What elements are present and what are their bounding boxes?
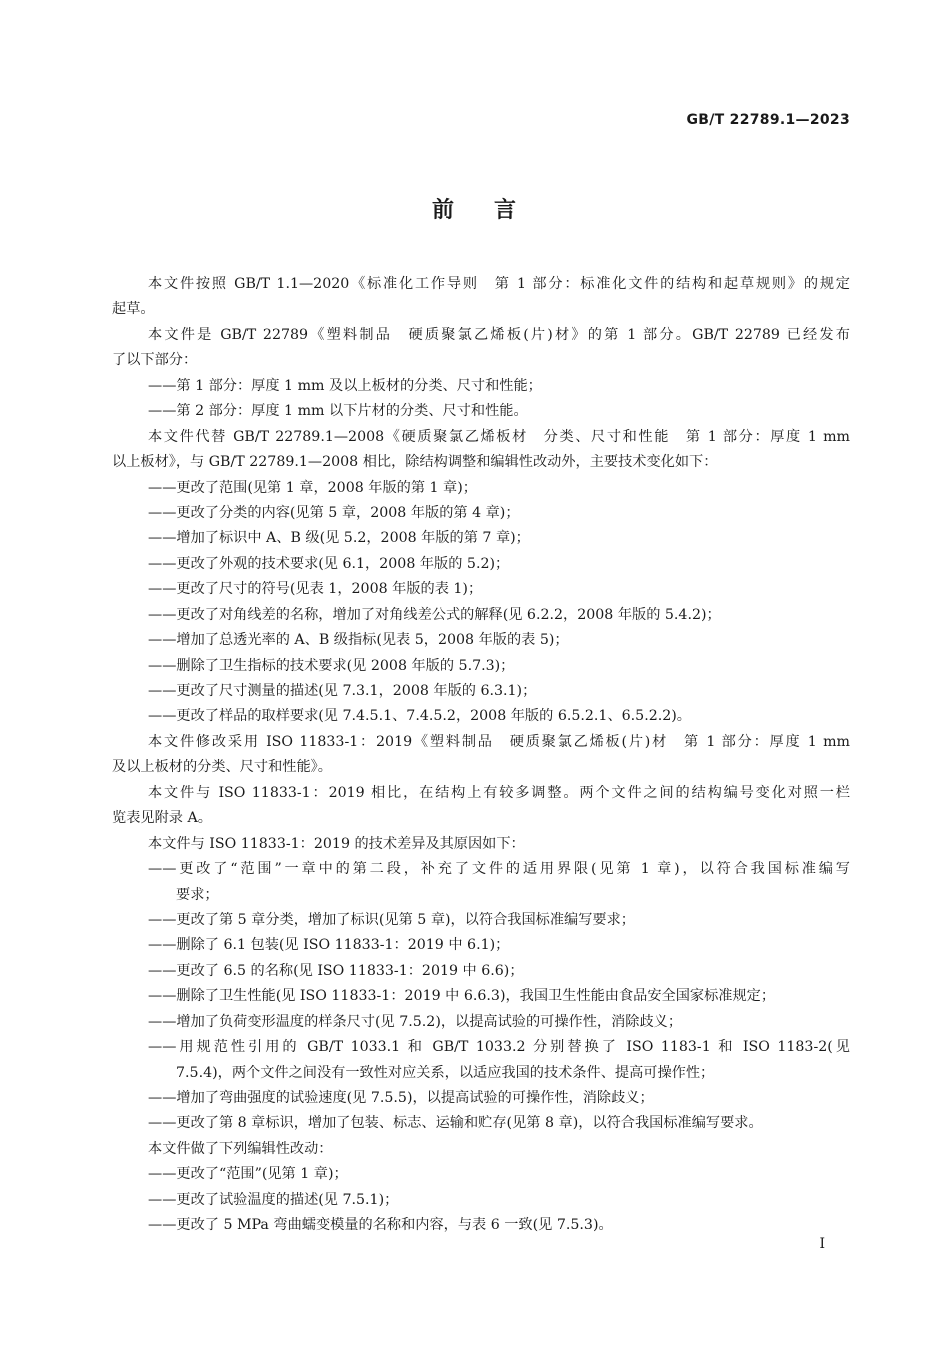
text-line: ——删除了卫生性能(见 ISO 11833-1：2019 中 6.6.3)，我国卫生性能由食品安全国家标准规定； <box>148 988 776 1005</box>
text-line: 览表见附录 A。 <box>112 810 212 827</box>
text-line: 本文件与 ISO 11833-1：2019 相比，在结构上有较多调整。两个文件之间的结构编号变化对照一栏 <box>148 784 850 801</box>
text-line: ——更改了 5 MPa 弯曲蠕变模量的名称和内容，与表 6 一致(见 7.5.3)。 <box>148 1217 613 1234</box>
text-line: 7.5.4)，两个文件之间没有一致性对应关系，以适应我国的技术条件、提高可操作性； <box>176 1064 715 1081</box>
text-line: ——更改了第 5 章分类，增加了标识(见第 5 章)，以符合我国标准编写要求； <box>148 911 635 928</box>
text-line: ——更改了试验温度的描述(见 7.5.1)； <box>148 1191 399 1208</box>
text-line: 本文件代替 GB/T 22789.1—2008《硬质聚氯乙烯板材 分类、尺寸和性能 第 1 部分：厚度 1 mm <box>148 428 850 445</box>
text-line: ——更改了尺寸测量的描述(见 7.3.1，2008 年版的 6.3.1)； <box>148 683 537 699</box>
text-line: ——删除了 6.1 包装(见 ISO 11833-1：2019 中 6.1)； <box>148 937 510 954</box>
page-number: I <box>819 1236 825 1252</box>
text-line: ——更改了对角线差的名称，增加了对角线差公式的解释(见 6.2.2，2008 年版的 5.4.2)； <box>148 606 721 623</box>
text-line: ——增加了弯曲强度的试验速度(见 7.5.5)，以提高试验的可操作性，消除歧义； <box>148 1090 654 1106</box>
text-line: 以上板材》，与 GB/T 22789.1—2008 相比，除结构调整和编辑性改动外，主要技术变化如下： <box>112 454 718 471</box>
text-line: ——更改了“范围”(见第 1 章)； <box>148 1166 348 1183</box>
text-line: ——第 2 部分：厚度 1 mm 以下片材的分类、尺寸和性能。 <box>148 403 528 420</box>
text-line: ——增加了负荷变形温度的样条尺寸(见 7.5.2)，以提高试验的可操作性，消除歧义； <box>148 1013 683 1030</box>
text-line: 了以下部分： <box>112 352 198 369</box>
text-line: ——更改了范围(见第 1 章，2008 年版的第 1 章)； <box>148 479 477 496</box>
title-char-right: 言 <box>494 198 519 223</box>
text-line: 及以上板材的分类、尺寸和性能》。 <box>112 759 332 776</box>
text-line: 本文件与 ISO 11833-1：2019 的技术差异及其原因如下： <box>148 835 525 852</box>
text-line: 要求； <box>176 886 219 903</box>
text-line: ——更改了 6.5 的名称(见 ISO 11833-1：2019 中 6.6)； <box>148 962 524 979</box>
document-code: GB/T 22789.1—2023 <box>686 112 850 128</box>
text-line: ——更改了“范围”一章中的第二段，补充了文件的适用界限(见第 1 章)，以符合我国标准编写 <box>148 861 850 878</box>
title-char-left: 前 <box>431 198 456 223</box>
text-line: ——第 1 部分：厚度 1 mm 及以上板材的分类、尺寸和性能； <box>148 377 542 394</box>
text-line: 本文件做了下列编辑性改动： <box>148 1140 333 1157</box>
preface-body <box>112 272 850 1239</box>
text-line: 本文件按照 GB/T 1.1—2020《标准化工作导则 第 1 部分：标准化文件的结构和起草规则》的规定 <box>148 276 850 292</box>
text-line: ——用规范性引用的 GB/T 1033.1 和 GB/T 1033.2 分别替换了 ISO 1183-1 和 ISO 1183-2(见 <box>148 1039 850 1056</box>
text-line: ——更改了第 8 章标识，增加了包装、标志、运输和贮存(见第 8 章)，以符合我国标准编写要求。 <box>148 1115 763 1132</box>
text-line: 本文件是 GB/T 22789《塑料制品 硬质聚氯乙烯板(片)材》的第 1 部分。GB/T 22789 已经发布 <box>148 326 850 343</box>
text-line: ——更改了分类的内容(见第 5 章，2008 年版的第 4 章)； <box>148 504 520 521</box>
text-line: ——更改了外观的技术要求(见 6.1，2008 年版的 5.2)； <box>148 555 510 572</box>
text-line: ——更改了尺寸的符号(见表 1，2008 年版的表 1)； <box>148 581 483 598</box>
text-line: ——删除了卫生指标的技术要求(见 2008 年版的 5.7.3)； <box>148 657 515 674</box>
page-title <box>0 193 950 224</box>
text-line: ——增加了标识中 A、B 级(见 5.2，2008 年版的第 7 章)； <box>148 530 530 547</box>
text-line: ——更改了样品的取样要求(见 7.4.5.1、7.4.5.2，2008 年版的 6.5.2.1、6.5.2.2)。 <box>148 708 691 725</box>
text-line: 本文件修改采用 ISO 11833-1：2019《塑料制品 硬质聚氯乙烯板(片)材 第 1 部分：厚度 1 mm <box>148 733 850 750</box>
text-line: ——增加了总透光率的 A、B 级指标(见表 5，2008 年版的表 5)； <box>148 632 569 649</box>
text-line: 起草。 <box>112 301 155 318</box>
